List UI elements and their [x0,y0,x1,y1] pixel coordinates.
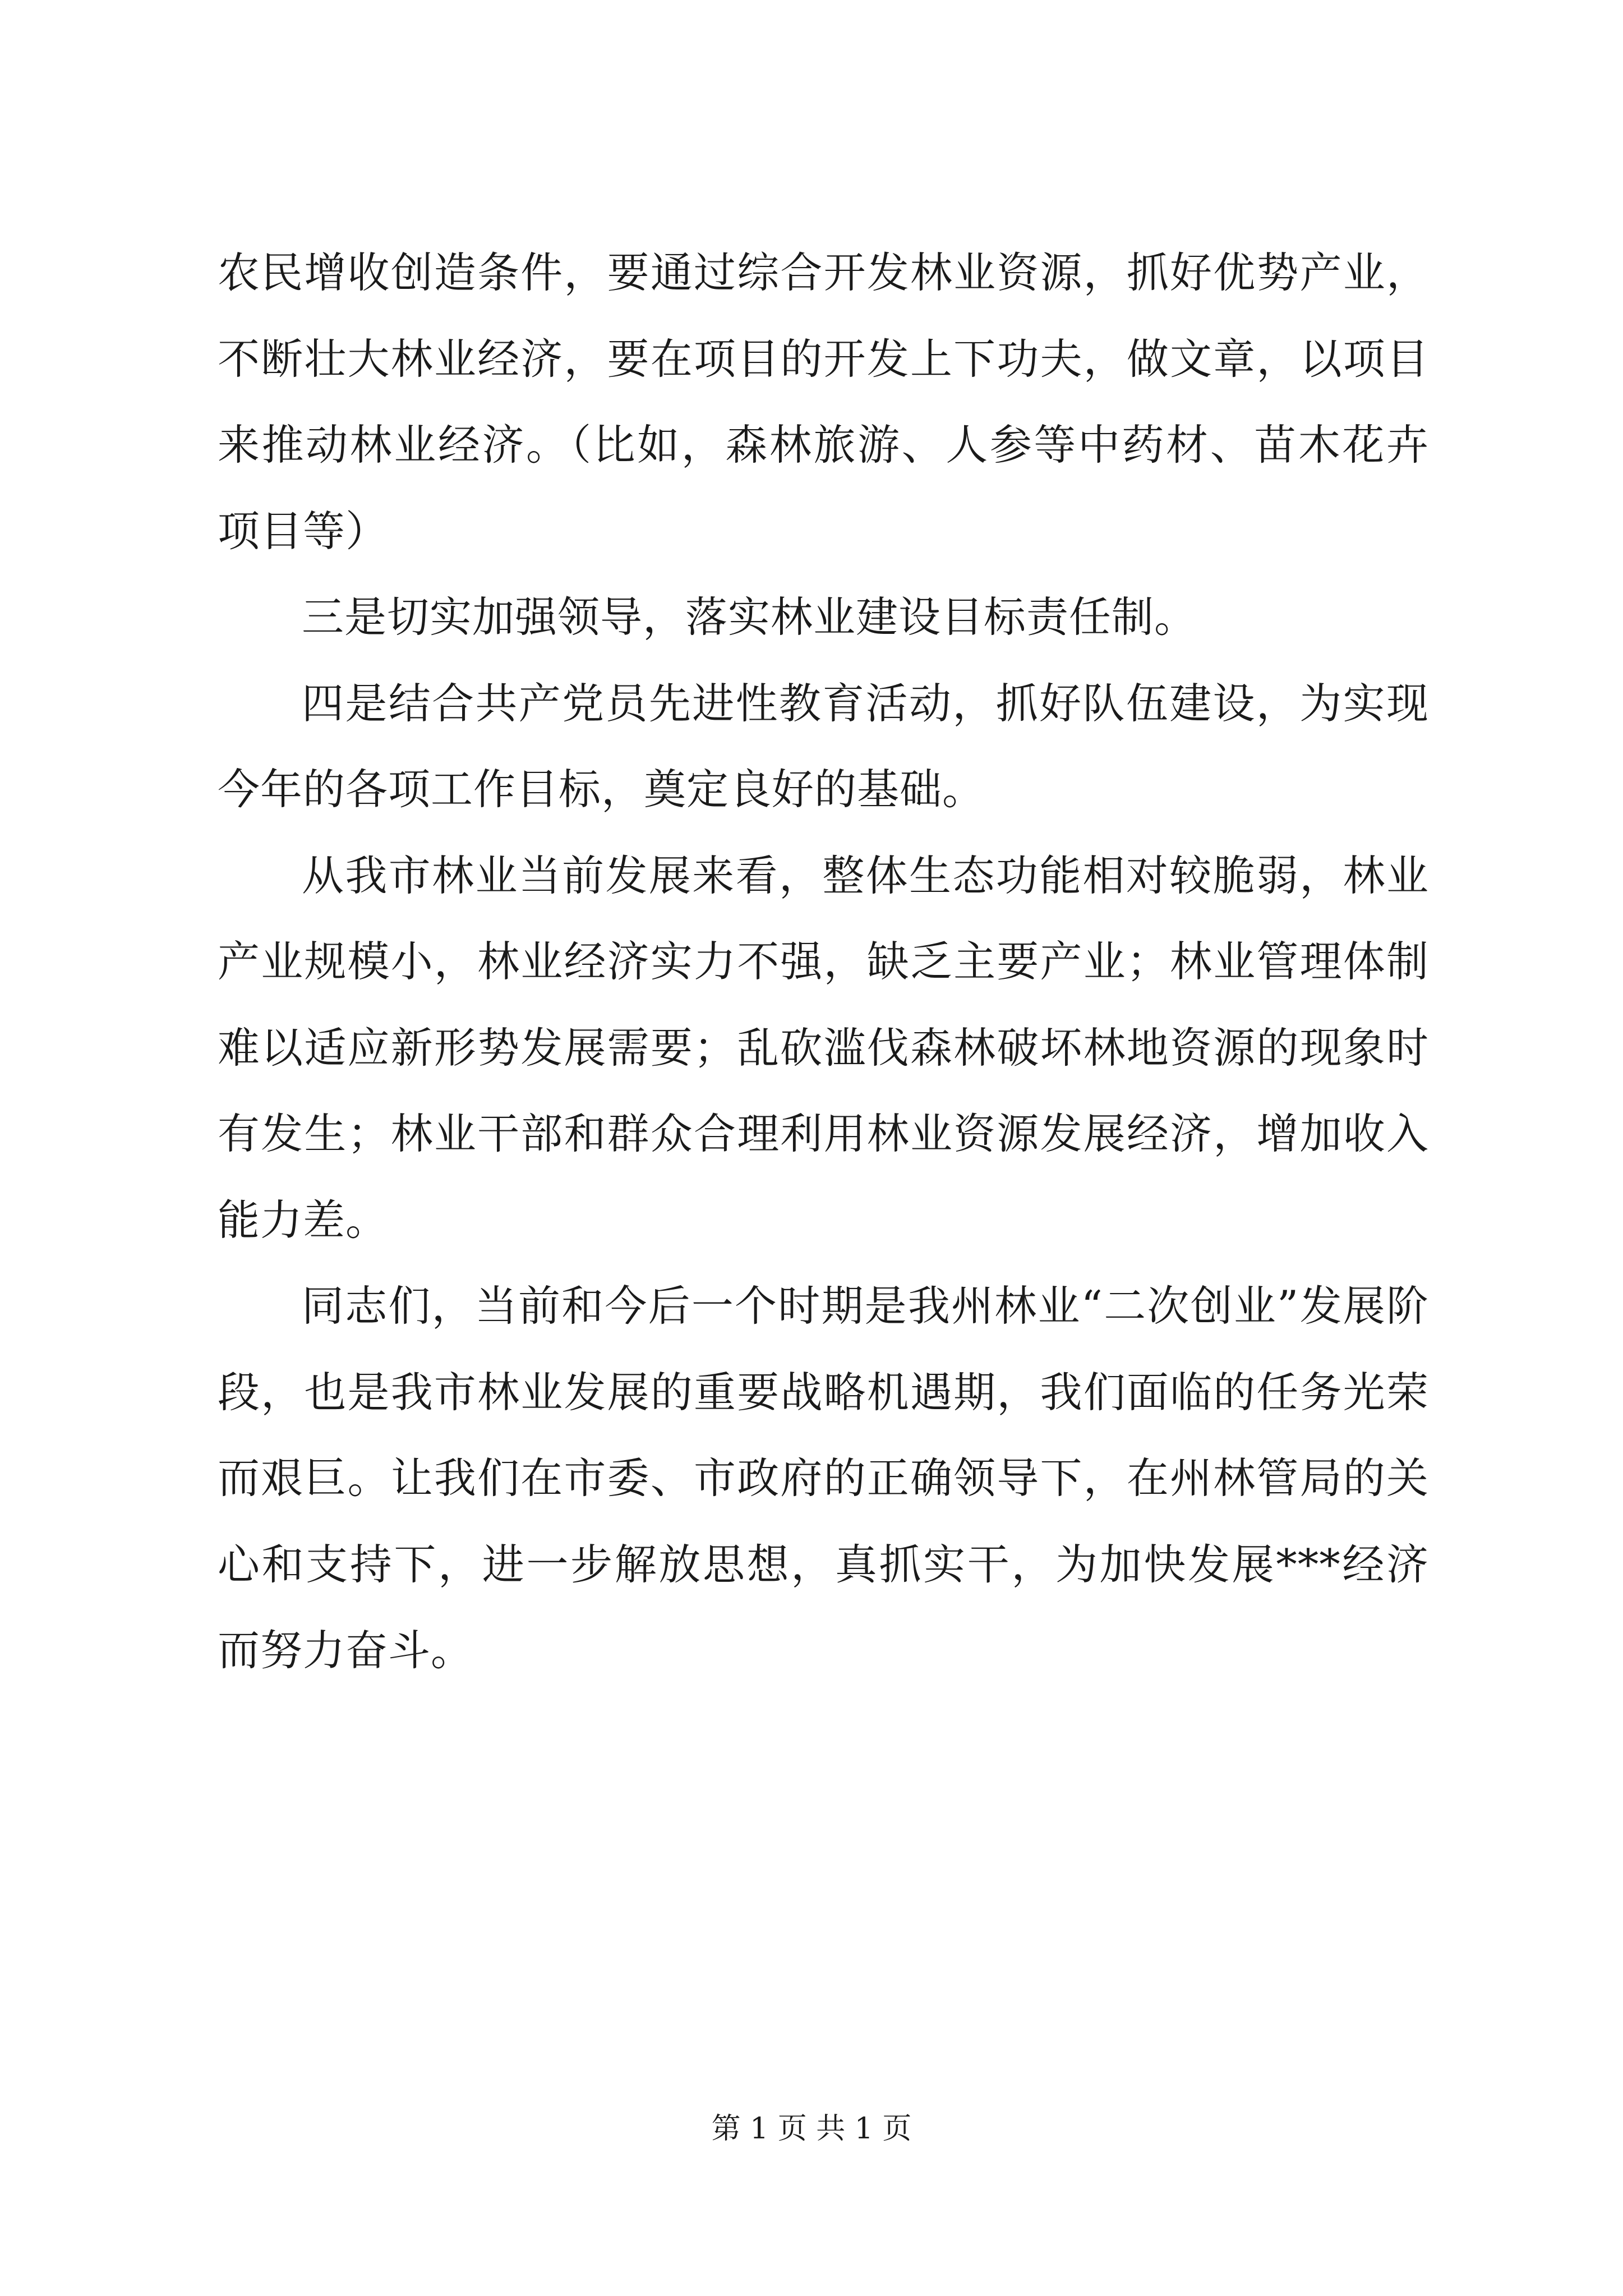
paragraph-3: 四是结合共产党员先进性教育活动，抓好队伍建设，为实现今年的各项工作目标，奠定良好的基础。 [218,678,1429,814]
paragraph-5: 同志们，当前和今后一个时期是我州林业“二次创业”发展阶段，也是我市林业发展的重要战略机遇期，我们面临的任务光荣而艰巨。让我们在市委、市政府的正确领导下，在州林管局的关心和支持下，进一步解放思想，真抓实干，为加快发展***经济而努力奋斗。 [218,1281,1429,1675]
document-body [218,230,1429,1694]
paragraph-1: 农民增收创造条件，要通过综合开发林业资源，抓好优势产业，不断壮大林业经济，要在项目的开发上下功夫，做文章，以项目来推动林业经济。（比如，森林旅游、人参等中药材、苗木花卉项目等） [218,248,1429,556]
page-number-label: 第 1 页 共 1 页 [711,2112,912,2146]
paragraph-2: 三是切实加强领导，落实林业建设目标责任制。 [302,592,1197,642]
paragraph-4: 从我市林业当前发展来看，整体生态功能相对较脆弱，林业产业规模小，林业经济实力不强，缺乏主要产业；林业管理体制难以适应新形势发展需要；乱砍滥伐森林破坏林地资源的现象时有发生；林业干部和群众合理利用林业资源发展经济，增加收入能力差。 [218,850,1429,1245]
page-footer [0,2109,1623,2148]
